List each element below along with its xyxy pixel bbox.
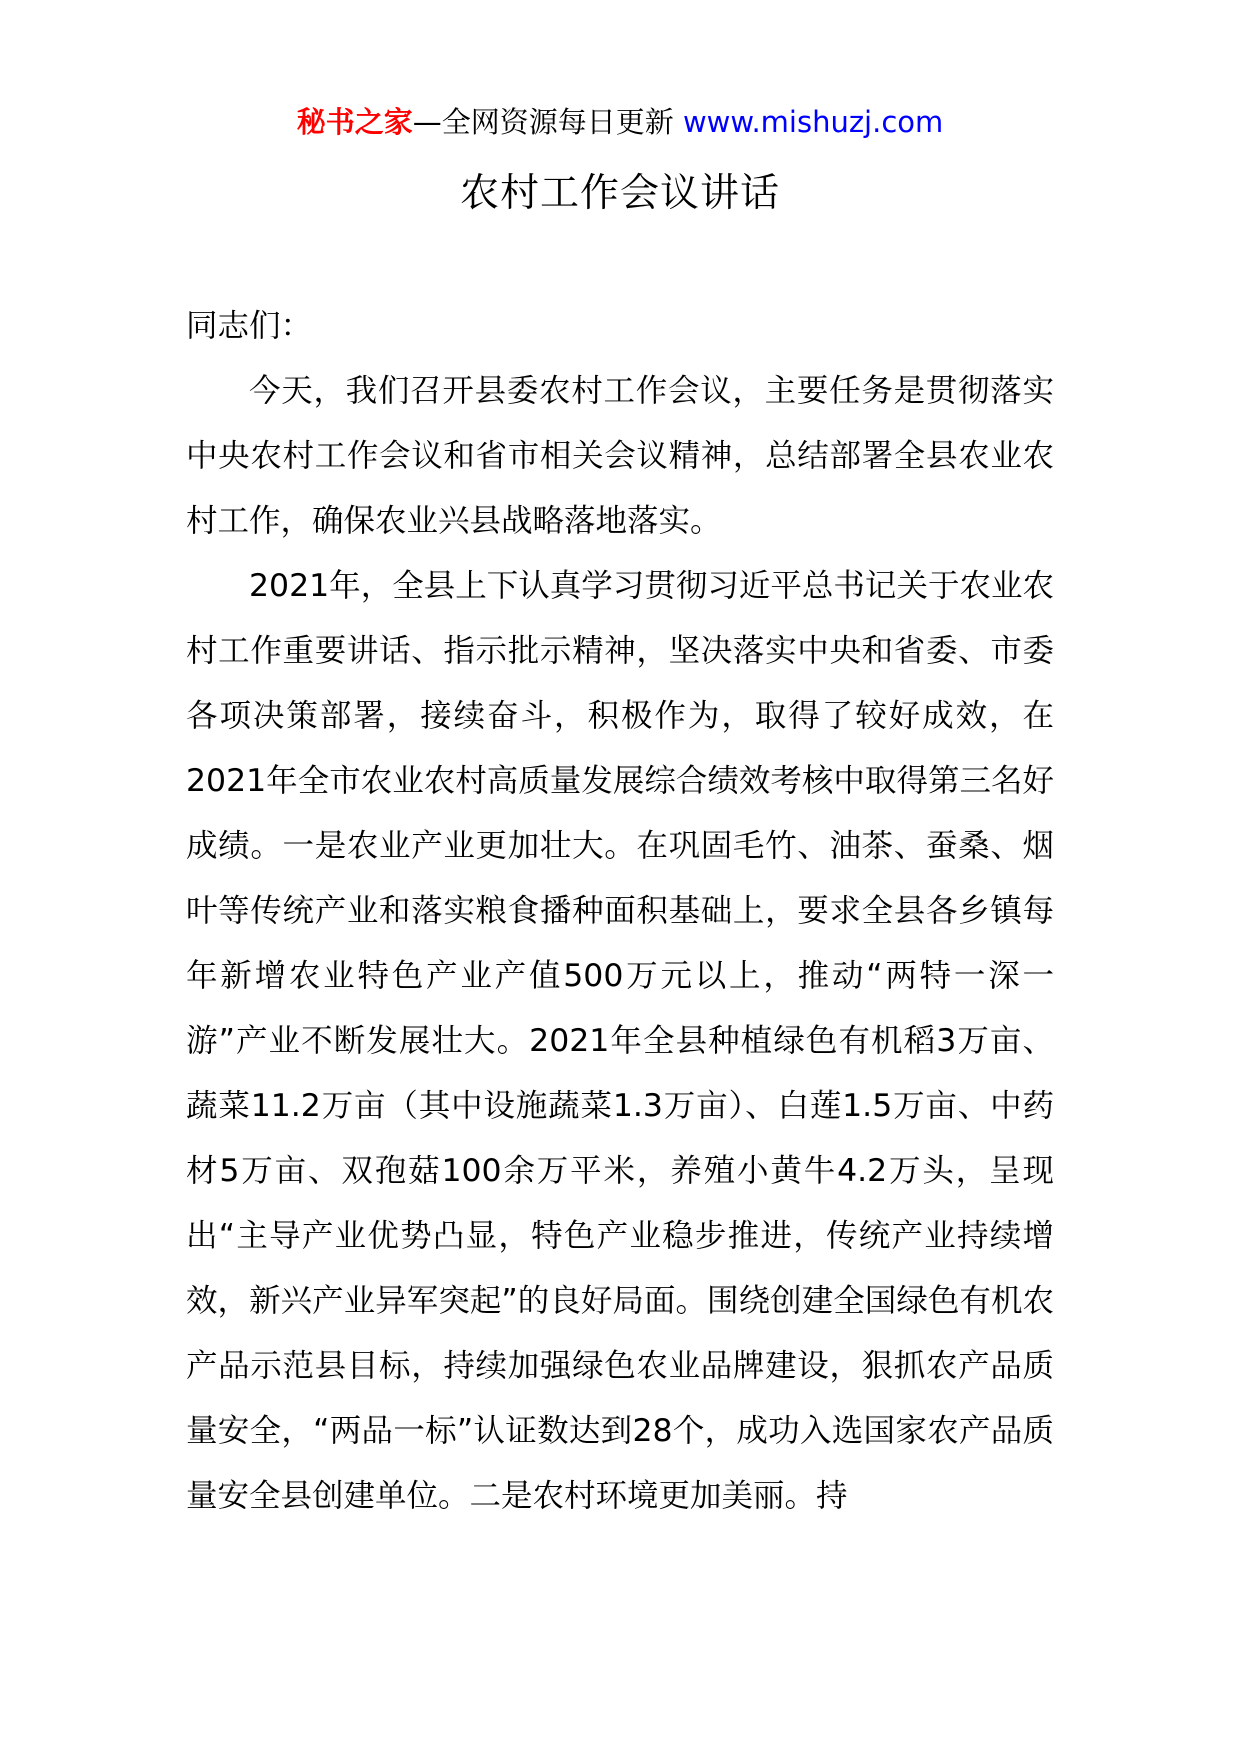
body-paragraph: 2021年，全县上下认真学习贯彻习近平总书记关于农业农村工作重要讲话、指示批示精神，坚决落实中央和省委、市委各项决策部署，接续奋斗，积极作为，取得了较好成效，在2021年全市农业农村高质量发展综合绩效考核中取得第三名好成绩。一是农业产业更加壮大。在巩固毛竹、油茶、蚕桑、烟叶等传统产业和落实粮食播种面积基础上，要求全县各乡镇每年新增农业特色产业产值500万元以上，推动“两特一深一游”产业不断发展壮大。2021年全县种植绿色有机稻3万亩、蔬菜11.2万亩（其中设施蔬菜1.3万亩）、白莲1.5万亩、中药材5万亩、双孢菇100余万平米，养殖小黄牛4.2万头，呈现出“主导产业优势凸显，特色产业稳步推进，传统产业持续增效，新兴产业异军突起”的良好局面。围绕创建全国绿色有机农产品示范县目标，持续加强绿色农业品牌建设，狠抓农产品质量安全，“两品一标”认证数达到28个，成功入选国家农产品质量安全县创建单位。二是农村环境更加美丽。持 [186,568,1054,1514]
site-tagline: —全网资源每日更新 [412,105,674,139]
site-url[interactable]: www.mishuzj.com [682,105,944,139]
salutation: 同志们： [186,308,313,344]
brand-name: 秘书之家 [296,105,413,139]
document-title: 农村工作会议讲话 [459,171,780,216]
site-header [0,102,1240,142]
body-paragraph: 今天，我们召开县委农村工作会议，主要任务是贯彻落实中央农村工作会议和省市相关会议精神，总结部署全县农业农村工作，确保农业兴县战略落地落实。 [186,373,1054,539]
document-body [186,294,1054,1529]
